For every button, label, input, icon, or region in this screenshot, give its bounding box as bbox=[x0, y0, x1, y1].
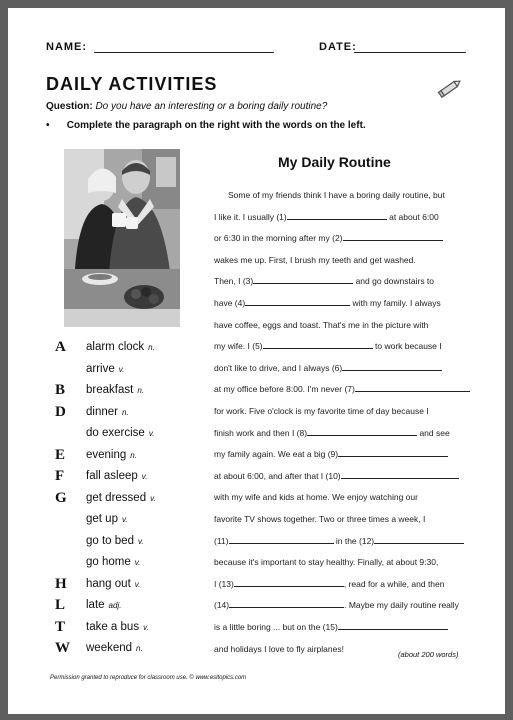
answer-blank[interactable] bbox=[234, 579, 344, 587]
paragraph-line bbox=[228, 190, 445, 200]
paragraph-line bbox=[214, 363, 442, 373]
paragraph-line bbox=[214, 536, 464, 546]
question-label: Question: bbox=[46, 101, 93, 112]
part-of-speech: v. bbox=[137, 536, 144, 546]
paragraph-line bbox=[214, 255, 416, 265]
part-of-speech: v. bbox=[143, 622, 149, 632]
word-text: evening bbox=[86, 448, 127, 461]
word-text: arrive bbox=[86, 362, 115, 375]
paragraph-text: in the (12) bbox=[333, 535, 375, 546]
answer-blank[interactable] bbox=[343, 233, 443, 241]
answer-blank[interactable] bbox=[355, 384, 470, 392]
part-of-speech: n. bbox=[136, 644, 143, 653]
answer-blank[interactable] bbox=[338, 449, 448, 457]
word-bank-item bbox=[86, 406, 129, 418]
paragraph-text: my family again. We eat a big (9) bbox=[214, 449, 339, 460]
paragraph-line bbox=[214, 320, 428, 330]
paragraph-text: Some of my friends think I have a boring daily routine, but bbox=[228, 190, 445, 200]
paragraph-text: I (13) bbox=[214, 578, 234, 589]
part-of-speech: v. bbox=[134, 558, 141, 567]
paragraph-text: and see bbox=[417, 427, 450, 438]
word-bank-item bbox=[86, 599, 121, 611]
answer-blank[interactable] bbox=[245, 298, 350, 306]
answer-blank[interactable] bbox=[341, 471, 459, 479]
paragraph-text: is a little boring ... but on the (15) bbox=[214, 622, 338, 632]
word-text: fall asleep bbox=[86, 470, 138, 482]
name-field[interactable] bbox=[94, 52, 274, 53]
instruction-line bbox=[46, 120, 366, 131]
word-text: take a bus bbox=[86, 620, 140, 633]
answer-blank[interactable] bbox=[342, 363, 442, 371]
name-label: NAME: bbox=[46, 41, 88, 53]
word-bank-item bbox=[86, 621, 149, 633]
part-of-speech: n. bbox=[121, 407, 129, 417]
answer-blank[interactable] bbox=[287, 212, 387, 220]
paragraph-text: Then, I (3) bbox=[214, 276, 254, 287]
paragraph-text: at my office before 8:00. I'm never (7) bbox=[214, 384, 355, 395]
word-bank-item bbox=[86, 556, 140, 568]
part-of-speech: v. bbox=[141, 472, 148, 481]
paragraph-line bbox=[214, 471, 459, 481]
paragraph-text: and go downstairs to bbox=[353, 276, 435, 287]
word-bank-item bbox=[86, 341, 155, 353]
word-bank-item bbox=[86, 470, 147, 482]
letter-heading: L bbox=[55, 597, 66, 613]
paragraph-line bbox=[214, 406, 429, 416]
letter-heading: H bbox=[55, 575, 67, 592]
date-label: DATE: bbox=[319, 41, 357, 53]
answer-blank[interactable] bbox=[338, 622, 448, 630]
paragraph-title: My Daily Routine bbox=[278, 154, 391, 170]
paragraph-line bbox=[214, 579, 445, 589]
part-of-speech: v. bbox=[118, 364, 125, 374]
word-bank-item bbox=[86, 642, 143, 654]
paragraph-text: . Maybe my daily routine really bbox=[344, 600, 459, 611]
part-of-speech: v. bbox=[134, 579, 141, 589]
word-bank-item bbox=[86, 535, 144, 547]
paragraph-line bbox=[214, 428, 450, 438]
paragraph-text: have coffee, eggs and toast. That's me in the picture with bbox=[214, 319, 429, 330]
instruction-text: Complete the paragraph on the right with the words on the left. bbox=[66, 120, 366, 131]
paragraph-line bbox=[214, 449, 448, 459]
paragraph-text: at about 6:00 bbox=[386, 211, 439, 222]
paragraph-line bbox=[214, 514, 425, 524]
part-of-speech: v. bbox=[121, 515, 128, 524]
date-field[interactable] bbox=[354, 52, 466, 53]
letter-heading: G bbox=[55, 489, 67, 506]
paragraph-line bbox=[214, 622, 448, 632]
part-of-speech: v. bbox=[150, 493, 156, 503]
word-text: go home bbox=[86, 556, 131, 568]
word-bank-item bbox=[86, 578, 140, 590]
word-text: weekend bbox=[86, 642, 133, 654]
paragraph-line bbox=[214, 557, 438, 567]
word-text: alarm clock bbox=[86, 341, 145, 353]
paragraph-text: and holidays I love to fly airplanes! bbox=[214, 643, 344, 654]
pencil-icon bbox=[436, 74, 464, 102]
paragraph-line bbox=[214, 276, 434, 286]
word-text: dinner bbox=[86, 405, 118, 418]
paragraph-line bbox=[214, 384, 470, 394]
letter-heading: T bbox=[55, 618, 66, 635]
answer-blank[interactable] bbox=[307, 428, 417, 436]
part-of-speech: n. bbox=[130, 450, 137, 460]
word-bank-item bbox=[86, 363, 124, 375]
paragraph-text: (14) bbox=[214, 600, 230, 611]
word-text: get up bbox=[86, 513, 118, 525]
letter-heading: F bbox=[55, 468, 65, 484]
paragraph-line bbox=[214, 644, 344, 654]
paragraph-text: with my family. I always bbox=[350, 298, 441, 308]
word-text: breakfast bbox=[86, 384, 134, 396]
couple-photo bbox=[64, 149, 180, 327]
word-bank-item bbox=[86, 492, 156, 504]
paragraph-text: (11) bbox=[214, 535, 229, 546]
letter-heading: A bbox=[55, 339, 66, 355]
paragraph-line bbox=[214, 492, 418, 502]
letter-heading: B bbox=[55, 382, 66, 398]
paragraph-text: I like it. I usually (1) bbox=[214, 211, 287, 222]
word-bank-item bbox=[86, 427, 154, 439]
question-text: Do you have an interesting or a boring daily routine? bbox=[95, 101, 328, 112]
part-of-speech: v. bbox=[148, 429, 155, 438]
word-text: late bbox=[86, 599, 105, 611]
paragraph-text: finish work and then I (8) bbox=[214, 427, 308, 438]
paragraph-line bbox=[214, 341, 442, 351]
worksheet-page bbox=[8, 8, 505, 714]
answer-blank[interactable] bbox=[229, 600, 344, 608]
part-of-speech: n. bbox=[148, 343, 155, 352]
paragraph-text: don't like to drive, and I always (6) bbox=[214, 362, 343, 373]
paragraph-line bbox=[214, 212, 439, 222]
paragraph-text: favorite TV shows together. Two or three times a week, I bbox=[214, 514, 426, 524]
answer-blank[interactable] bbox=[374, 536, 464, 544]
paragraph-text: wakes me up. First, I brush my teeth and get washed. bbox=[214, 254, 416, 265]
paragraph-text: my wife. I (5) bbox=[214, 341, 263, 352]
paragraph-line bbox=[214, 600, 459, 610]
paragraph-text: to work because I bbox=[372, 341, 442, 352]
paragraph-text: at about 6:00, and after that I (10) bbox=[214, 470, 341, 481]
page-title: DAILY ACTIVITIES bbox=[46, 74, 218, 94]
word-bank-item bbox=[86, 513, 128, 525]
letter-heading: E bbox=[55, 446, 66, 463]
paragraph-text: with my wife and kids at home. We enjoy watching our bbox=[214, 492, 418, 503]
paragraph-text: have (4) bbox=[214, 298, 246, 308]
letter-heading: W bbox=[55, 640, 70, 656]
word-count: (about 200 words) bbox=[398, 650, 459, 659]
answer-blank[interactable] bbox=[253, 276, 353, 284]
answer-blank[interactable] bbox=[263, 341, 373, 349]
word-text: do exercise bbox=[86, 427, 145, 439]
paragraph-line bbox=[214, 298, 441, 308]
letter-heading: D bbox=[55, 403, 66, 420]
paragraph-line bbox=[214, 233, 443, 243]
word-text: hang out bbox=[86, 577, 131, 590]
part-of-speech: n. bbox=[137, 386, 144, 395]
word-text: get dressed bbox=[86, 491, 147, 504]
footer-permission: Permission granted to reproduce for classroom use. © www.esltopics.com bbox=[50, 675, 247, 681]
paragraph-text: because it's important to stay healthy. Finally, at about 9:30, bbox=[214, 557, 439, 568]
answer-blank[interactable] bbox=[229, 536, 334, 544]
word-text: go to bed bbox=[86, 534, 134, 547]
question-line bbox=[46, 101, 327, 112]
word-bank-item bbox=[86, 449, 137, 461]
bullet-icon: • bbox=[46, 120, 50, 131]
part-of-speech: adj. bbox=[108, 601, 122, 610]
paragraph-text: , read for a while, and then bbox=[343, 578, 445, 589]
paragraph-text: for work. Five o'clock is my favorite time of day because I bbox=[214, 406, 429, 416]
word-bank-item bbox=[86, 384, 144, 396]
paragraph-text: or 6:30 in the morning after my (2) bbox=[214, 233, 343, 244]
